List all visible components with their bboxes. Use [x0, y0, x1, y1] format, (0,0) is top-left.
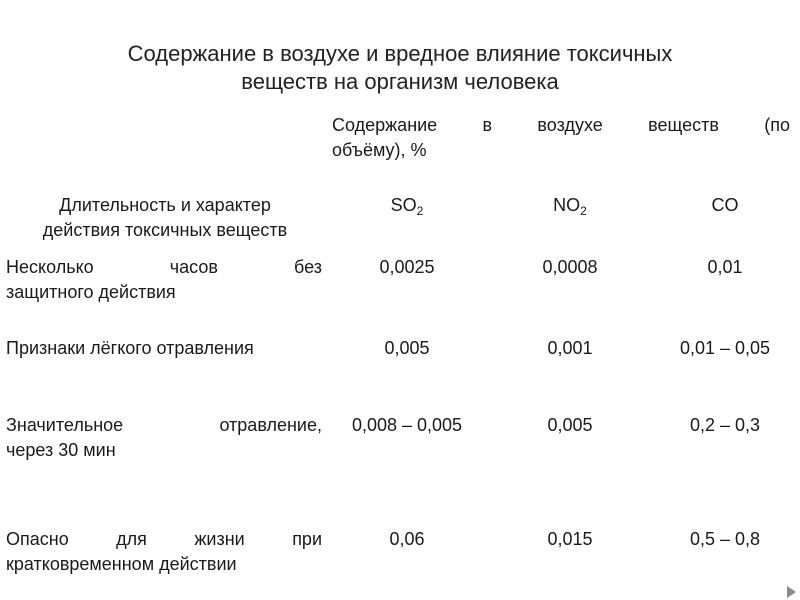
table-cell-so2: 0,0025 [379, 257, 435, 277]
slide-title [40, 40, 760, 96]
group-header-line-1 [332, 113, 790, 138]
row-label-line-1 [6, 527, 322, 552]
row-label-word: Несколько [6, 257, 94, 277]
row-label-word: Опасно [6, 529, 69, 549]
table-row-label [6, 413, 322, 463]
table-cell-no2: 0,015 [547, 529, 593, 549]
row-label-line-1 [6, 413, 322, 438]
table-cell-co: 0,01 [707, 257, 743, 277]
group-header-word: веществ [648, 115, 719, 135]
table-cell-no2: 0,0008 [542, 257, 598, 277]
table-cell-so2: 0,06 [389, 529, 425, 549]
column-header-no2 [495, 193, 645, 218]
column-header-base: NO [553, 195, 581, 215]
table-cell-co: 0,01 – 0,05 [679, 338, 771, 358]
group-header-line-2: объёму), % [332, 140, 427, 160]
group-header-word: воздухе [537, 115, 603, 135]
table-row-label [6, 255, 322, 305]
row-label-word: жизни [194, 529, 245, 549]
column-header-co [650, 193, 800, 218]
row-header-line-2: действия токсичных веществ [42, 220, 288, 240]
column-header-base: SO [390, 195, 417, 215]
row-header-line-1: Длительность и характер [59, 195, 271, 215]
row-label-word: без [294, 257, 322, 277]
column-header-so2 [332, 193, 482, 218]
row-label-word: для [116, 529, 147, 549]
table-row-label [6, 336, 326, 361]
column-header-sub: 2 [416, 204, 424, 218]
table-row-label [6, 527, 322, 577]
row-label-line-1: Признаки лёгкого отравления [6, 338, 254, 358]
column-header-base: CO [711, 195, 739, 215]
group-header-word: (по [764, 115, 790, 135]
row-label-line-2: защитного действия [6, 282, 176, 302]
table-cell-co: 0,2 – 0,3 [689, 415, 761, 435]
column-header-sub: 2 [580, 204, 587, 218]
table-cell-no2: 0,005 [547, 415, 593, 435]
title-line-1: Содержание в воздухе и вредное влияние токсичных [127, 41, 673, 66]
row-label-word: часов [169, 257, 218, 277]
row-label-word: отравление, [219, 415, 322, 435]
row-label-line-2: кратковременном действии [6, 554, 237, 574]
row-label-line-1 [6, 255, 322, 280]
title-line-2: веществ на организм человека [241, 69, 559, 94]
table-cell-no2: 0,001 [547, 338, 593, 358]
row-label-line-2: через 30 мин [6, 440, 116, 460]
table-cell-so2: 0,008 – 0,005 [351, 415, 463, 435]
row-label-word: при [292, 529, 322, 549]
group-header-word: Содержание [332, 115, 438, 135]
group-header [332, 113, 790, 163]
row-header [4, 193, 326, 243]
row-label-word: Значительное [6, 415, 124, 435]
table-cell-so2: 0,005 [384, 338, 430, 358]
group-header-word: в [482, 115, 493, 135]
table-cell-co: 0,5 – 0,8 [689, 529, 761, 549]
triangle-right-icon[interactable] [787, 586, 796, 598]
